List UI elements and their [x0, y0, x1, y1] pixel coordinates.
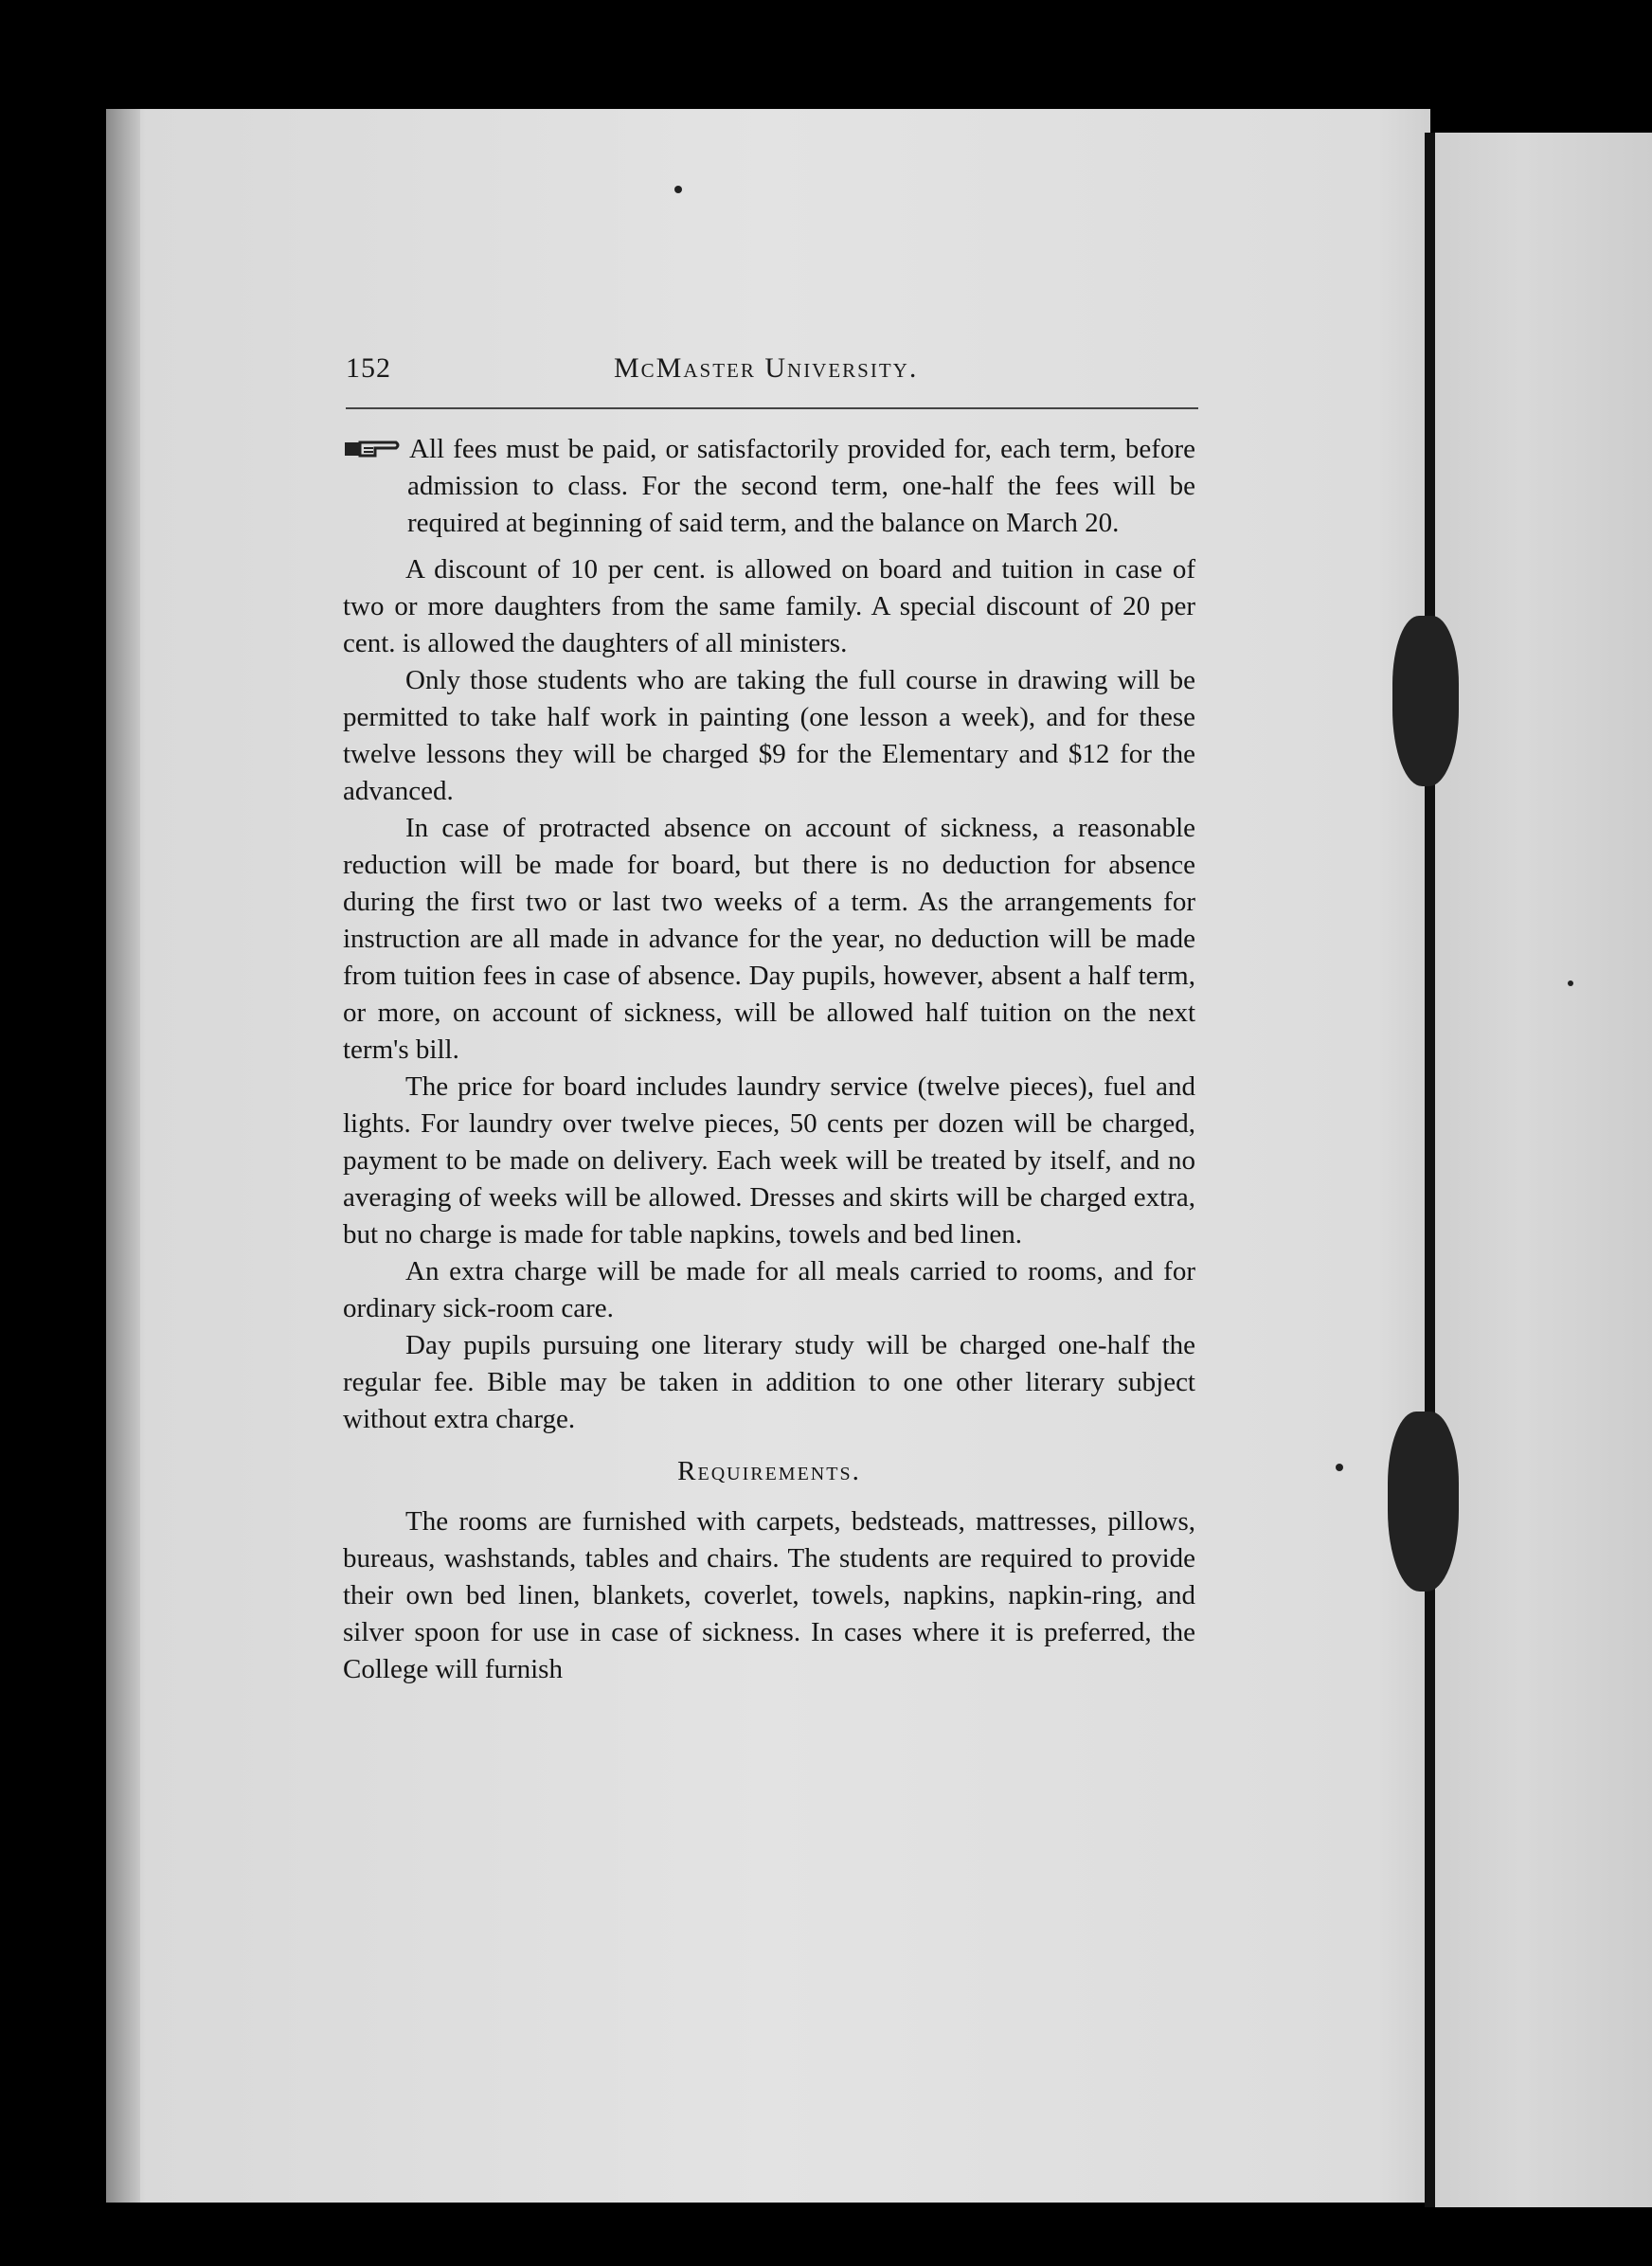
paragraph: A discount of 10 per cent. is allowed on board and tuition in case of two or more daughters from the same family. A special discount of 20 per cent. is allowed the daughters of all ministers.	[343, 554, 1195, 658]
page-header	[346, 352, 1198, 400]
paragraph: Day pupils pursuing one literary study will be charged one-half the regular fee. Bible may be taken in addition to one other literary subject without extra charge.	[343, 1330, 1195, 1434]
book-gutter	[1425, 133, 1435, 2207]
paragraph	[343, 431, 1195, 542]
pointing-hand-icon	[343, 439, 400, 459]
paragraph-text: All fees must be paid, or satisfactorily provided for, each term, before admission to class. For the second term, one-half the fees will be required at beginning of said term, and the balance on March 20.	[407, 434, 1195, 538]
ink-speck	[674, 186, 682, 193]
paragraph: An extra charge will be made for all meals carried to rooms, and for ordinary sick-room care.	[343, 1256, 1195, 1323]
ink-speck	[1568, 980, 1573, 986]
paragraph: The price for board includes laundry service (twelve pieces), fuel and lights. For laundry over twelve pieces, 50 cents per dozen will be charged, payment to be made on delivery. Each week will be treated by itself, and no averaging of weeks will be allowed. Dresses and skirts will be charged extra, but no charge is made for table napkins, towels and bed linen.	[343, 1071, 1195, 1250]
header-rule	[346, 407, 1198, 409]
binding-mark	[1392, 616, 1459, 786]
section-heading: Requirements.	[677, 1456, 861, 1486]
ink-speck	[1336, 1464, 1343, 1471]
binding-mark	[1388, 1412, 1459, 1592]
page-number: 152	[346, 352, 391, 384]
right-page	[1435, 133, 1652, 2207]
paragraph: Only those students who are taking the full course in drawing will be permitted to take half work in painting (one lesson a week), and for these twelve lessons they will be charged $9 for the Elementary and $12 for the advanced.	[343, 665, 1195, 806]
page-body	[343, 431, 1195, 1688]
page-edge-shadow	[106, 109, 140, 2203]
paragraph: In case of protracted absence on account of sickness, a reasonable reduction will be made for board, but there is no deduction for absence during the first two or last two weeks of a term. As the arrangements for instruction are all made in advance for the year, no deduction will be made from tuition fees in case of absence. Day pupils, however, absent a half term, or more, on account of sickness, will be allowed half tuition on the next term's bill.	[343, 813, 1195, 1065]
running-title: McMaster University.	[614, 352, 919, 384]
paragraph: The rooms are furnished with carpets, bedsteads, mattresses, pillows, bureaus, washstands, tables and chairs. The students are required to provide their own bed linen, blankets, coverlet, towels, napkins, napkin-ring, and silver spoon for use in case of sickness. In cases where it is preferred, the College will furnish	[343, 1506, 1195, 1684]
